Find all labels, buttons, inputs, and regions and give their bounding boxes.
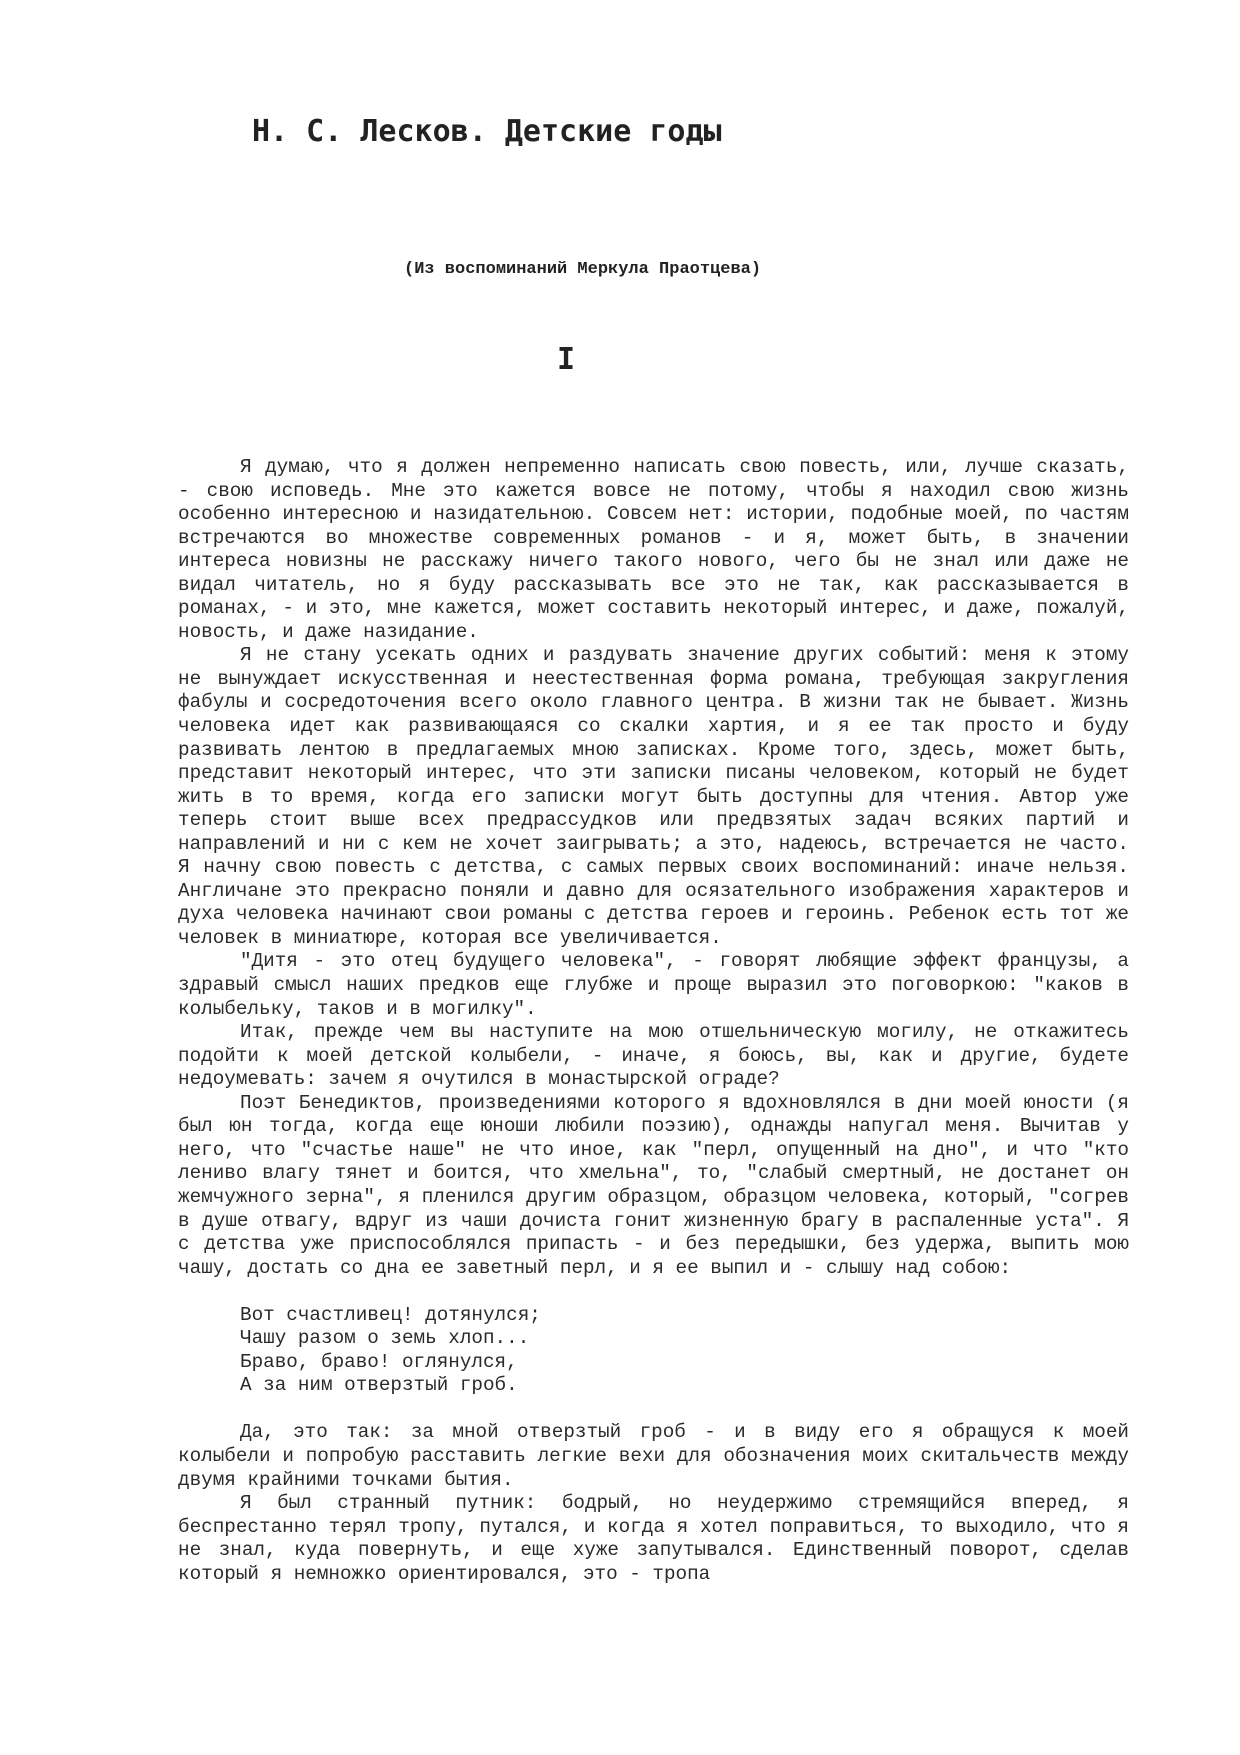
paragraph: Я думаю, что я должен непременно написать свою повесть, или, лучше сказать, - свою исповедь. Мне это кажется вовсе не потому, чтобы я находил свою жизнь особенно интересною и назидательною. Совсем нет: истории, подобные моей, по частям встречаются во множестве современных романов - и я, может быть, в значении интереса новизны не расскажу ничего такого нового, чего бы не знал или даже не видал читатель, но я буду рассказывать все это не так, как рассказывается в романах, - и это, мне кажется, может составить некоторый интерес, и даже, пожалуй, новость, и даже назидание. — [178, 456, 1129, 643]
poem-quote — [240, 1304, 1129, 1398]
paragraph: Да, это так: за мной отверзтый гроб - и в виду его я обращуся к моей колыбели и попробую расставить легкие вехи для обозначения моих скитальчеств между двумя крайними точками бытия. — [178, 1421, 1129, 1491]
text-body — [178, 456, 1129, 1586]
paragraph: Я был странный путник: бодрый, но неудержимо стремящийся вперед, я беспрестанно терял тропу, путался, и когда я хотел поправиться, то выходило, что я не знал, куда повернуть, и еще хуже запутывался. Единственный поворот, сделав который я немножко ориентировался, это - тропа — [178, 1492, 1129, 1585]
poem-line: Браво, браво! оглянулся, — [240, 1350, 518, 1373]
page-title: Н. С. Лесков. Детские годы — [252, 114, 722, 149]
paragraph: Поэт Бенедиктов, произведениями которого я вдохновлялся в дни моей юности (я был юн тогда, когда еще юноши любили поэзию), однажды напугал меня. Вычитав у него, что "счастье наше" не что иное, как "перл, опущенный на дно", и что "кто лениво влагу тянет и боится, что хмельна", то, "слабый смертный, не достанет он жемчужного зерна", я пленился другим образцом, образцом человека, который, "согрев в душе отвагу, вдруг из чаши дочиста гонит жизненную брагу в распаленные уста". Я с детства уже приспособлялся припасть - и без передышки, без удержа, выпить мою чашу, достать со дна ее заветный перл, и я ее выпил и - слышу над собою: — [178, 1091, 1129, 1279]
paragraph: Я не стану усекать одних и раздувать значение других событий: меня к этому не вынуждает искусственная и неестественная форма романа, требующая закругления фабулы и сосредоточения всего около главного центра. В жизни так не бывает. Жизнь человека идет как развивающаяся со скалки хартия, и я ее так просто и буду развивать лентою в предлагаемых мною записках. Кроме того, здесь, может быть, представит некоторый интерес, что эти записки писаны человеком, который не будет жить в то время, когда его записки могут быть доступны для чтения. Автор уже теперь стоит выше всех предрассудков или предвзятых задач всяких партий и направлений и ни с кем не хочет заигрывать; а это, надеюсь, встречается не часто. Я начну свою повесть с детства, с самых первых своих воспоминаний: иначе нельзя. Англичане это прекрасно поняли и давно для осязательного изображения характеров и духа человека начинают свои романы с детства героев и героинь. Ребенок есть тот же человек в миниатюре, которая все увеличивается. — [178, 644, 1129, 949]
paragraph: Итак, прежде чем вы наступите на мою отшельническую могилу, не откажитесь подойти к моей детской колыбели, - иначе, я боюсь, вы, как и другие, будете недоумевать: зачем я очутился в монастырской ограде? — [178, 1021, 1129, 1091]
paragraph: "Дитя - это отец будущего человека", - говорят любящие эффект французы, а здравый смысл наших предков еще глубже и проще выразил это поговоркою: "каков в колыбельку, таков и в могилку". — [178, 950, 1129, 1020]
poem-line: А за ним отверзтый гроб. — [240, 1374, 518, 1397]
subtitle: (Из воспоминаний Меркула Праотцева) — [404, 260, 762, 279]
poem-line: Вот счастливец! дотянулся; — [240, 1303, 541, 1326]
poem-line: Чашу разом о земь хлоп... — [240, 1327, 530, 1350]
chapter-heading: I — [557, 342, 576, 377]
